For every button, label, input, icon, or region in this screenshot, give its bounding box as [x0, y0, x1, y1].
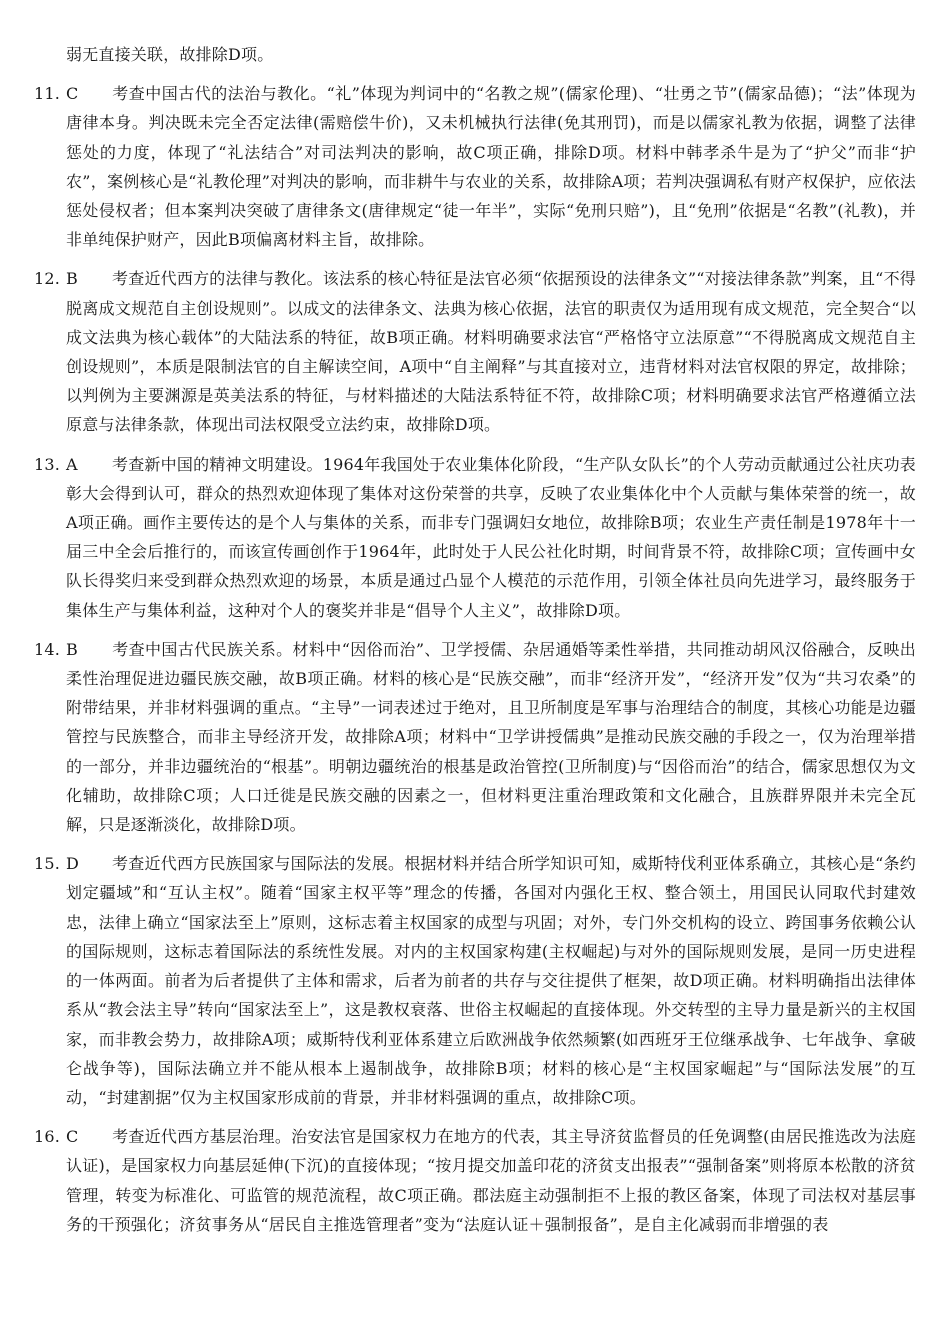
answer-explanation: 考查新中国的精神文明建设。1964年我国处于农业集体化阶段，“生产队女队长”的个人劳动贡献通过公社庆功表彰大会得到认可，群众的热烈欢迎体现了集体对这份荣誉的共享，反映了农业集体化中个人贡献与集体荣誉的统一，故A项正确。画作主要传达的是个人与集体的关系，而非专门强调妇女地位，故排除B项；农业生产责任制是1978年十一届三中全会后推行的，而该宣传画创作于1964年，此时处于人民公社化时期，时间背景不符，故排除C项；宣传画中女队长得奖归来受到群众热烈欢迎的场景，本质是通过凸显个人模范的示范作用，引领全体社员向先进学习，最终服务于集体生产与集体利益，这种对个人的褒奖并非是“倡导个人主义”，故排除D项。 [66, 454, 916, 620]
answer-letter: C [66, 84, 79, 104]
answer-letter: B [66, 269, 78, 289]
answer-item-14 [34, 635, 916, 839]
answer-item-12 [34, 264, 916, 439]
answer-item-15 [34, 849, 916, 1112]
item-number: 13. [34, 454, 61, 474]
answer-letter: D [66, 854, 80, 874]
answer-item-11 [34, 79, 916, 254]
item-number: 14. [34, 639, 61, 659]
answer-explanation: 考查中国古代的法治与教化。“礼”体现为判词中的“名教之规”(儒家伦理)、“壮勇之节”(儒家品德)；“法”体现为唐律本身。判决既未完全否定法律(需赔偿牛价)，又未机械执行法律(免其刑罚)，而是以儒家礼教为依据，调整了法律惩处的力度，体现了“礼法结合”对司法判决的影响，故C项正确，排除D项。材料中韩孝杀牛是为了“护父”而非“护农”，案例核心是“礼教伦理”对判决的影响，而非耕牛与农业的关系，故排除A项；若判决强调私有财产权保护，应依法惩处侵权者；但本案判决突破了唐律条文(唐律规定“徒一年半”，实际“免刑只赔”)，且“免刑”依据是“名教”(礼教)，并非单纯保护财产，因此B项偏离材料主旨，故排除。 [66, 84, 916, 250]
answer-letter: C [66, 1127, 79, 1147]
item-number: 11. [34, 84, 61, 104]
answer-item-13 [34, 450, 916, 625]
item-number: 15. [34, 854, 61, 874]
answer-item-16 [34, 1122, 916, 1239]
answer-explanation: 考查中国古代民族关系。材料中“因俗而治”、卫学授儒、杂居通婚等柔性举措，共同推动胡风汉俗融合，反映出柔性治理促进边疆民族交融，故B项正确。材料的核心是“民族交融”，而非“经济开发”，“经济开发”仅为“共习农桑”的附带结果，并非材料强调的重点。“主导”一词表述过于绝对，且卫所制度是军事与治理结合的制度，其核心功能是边疆管控与民族整合，而非主导经济开发，故排除A项；材料中“卫学讲授儒典”是推动民族交融的手段之一，仅为治理举措的一部分，并非边疆统治的“根基”。明朝边疆统治的根基是政治管控(卫所制度)与“因俗而治”的结合，儒家思想仅为文化辅助，故排除C项；人口迁徙是民族交融的因素之一，但材料更注重治理政策和文化融合，且族群界限并未完全瓦解，只是逐渐淡化，故排除D项。 [66, 639, 916, 835]
answer-explanation: 考查近代西方民族国家与国际法的发展。根据材料并结合所学知识可知，威斯特伐利亚体系确立，其核心是“条约划定疆域”和“互认主权”。随着“国家主权平等”理念的传播，各国对内强化王权、整合领土，用国民认同取代封建效忠，法律上确立“国家法至上”原则，这标志着主权国家的成型与巩固；对外，专门外交机构的设立、跨国事务依赖公认的国际规则，这标志着国际法的系统性发展。对内的主权国家构建(主权崛起)与对外的国际规则发展，是同一历史进程的一体两面。前者为后者提供了主体和需求，后者为前者的共存与交往提供了框架，故D项正确。材料明确指出法律体系从“教会法主导”转向“国家法至上”，这是教权衰落、世俗主权崛起的直接体现。外交转型的主导力量是新兴的主权国家，而非教会势力，故排除A项；威斯特伐利亚体系建立后欧洲战争依然频繁(如西班牙王位继承战争、七年战争、拿破仑战争等)，国际法确立并不能从根本上遏制战争，故排除B项；材料的核心是“主权国家崛起”与“国际法发展”的互动，“封建割据”仅为主权国家形成前的背景，并非材料强调的重点，故排除C项。 [66, 854, 916, 1107]
answer-letter: A [66, 454, 78, 474]
answer-explanation: 考查近代西方基层治理。治安法官是国家权力在地方的代表，其主导济贫监督员的任免调整(由居民推选改为法庭认证)，是国家权力向基层延伸(下沉)的直接体现；“按月提交加盖印花的济贫支出报表”“强制备案”则将原本松散的济贫管理，转变为标准化、可监管的规范流程，故C项正确。郡法庭主动强制拒不上报的教区备案，体现了司法权对基层事务的干预强化；济贫事务从“居民自主推选管理者”变为“法庭认证＋强制报备”，是自主化减弱而非增强的表 [66, 1127, 916, 1234]
answer-explanation: 考查近代西方的法律与教化。该法系的核心特征是法官必须“依据预设的法律条文”“对接法律条款”判案，且“不得脱离成文规范自主创设规则”。以成文的法律条文、法典为核心依据，法官的职责仅为适用现有成文规范，完全契合“以成文法典为核心载体”的大陆法系的特征，故B项正确。材料明确要求法官“严格恪守立法原意”“不得脱离成文规范自主创设规则”，本质是限制法官的自主解读空间，A项中“自主阐释”与其直接对立，违背材料对法官权限的界定，故排除；以判例为主要渊源是英美法系的特征，与材料描述的大陆法系特征不符，故排除C项；材料明确要求法官严格遵循立法原意与法律条款，体现出司法权限受立法约束，故排除D项。 [66, 269, 916, 435]
item-number: 16. [34, 1127, 61, 1147]
answer-letter: B [66, 639, 78, 659]
intro-paragraph: 弱无直接关联，故排除D项。 [66, 45, 274, 64]
item-number: 12. [34, 269, 61, 289]
